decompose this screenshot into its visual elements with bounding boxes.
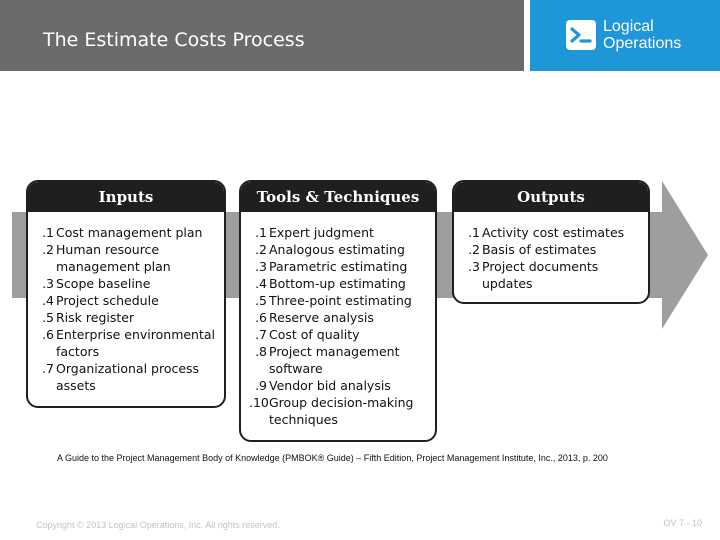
- item-number: .6: [42, 327, 54, 342]
- item-text: Cost management plan: [56, 225, 203, 240]
- item-number: .10: [249, 395, 269, 410]
- logo-line-1: Logical: [603, 18, 654, 35]
- item-text: Project schedule: [56, 293, 159, 308]
- item-number: .4: [255, 276, 267, 291]
- list-item: [241, 309, 435, 326]
- item-number: .3: [255, 259, 267, 274]
- item-text: Bottom-up estimating: [269, 276, 406, 291]
- tools-heading: Tools & Techniques: [241, 182, 435, 212]
- item-text: Reserve analysis: [269, 310, 374, 325]
- item-text: Risk register: [56, 310, 135, 325]
- list-item: [241, 343, 435, 377]
- list-item: [28, 224, 224, 241]
- list-item: [454, 241, 648, 258]
- outputs-box: [452, 180, 650, 304]
- inputs-heading: Inputs: [28, 182, 224, 212]
- tools-box: [239, 180, 437, 442]
- item-number: .5: [42, 310, 54, 325]
- copyright-text: Copyright © 2013 Logical Operations, Inc. All rights reserved.: [36, 520, 280, 530]
- list-item: [28, 309, 224, 326]
- list-item: [28, 241, 224, 275]
- list-item: [28, 292, 224, 309]
- item-text: Enterprise environmental factors: [56, 327, 216, 359]
- list-item: [241, 394, 435, 428]
- item-text: Project documents updates: [482, 259, 599, 291]
- citation: A Guide to the Project Management Body of Knowledge (PMBOK® Guide) – Fifth Edition, Project Management Institute, Inc., 2013, p. 200: [57, 453, 608, 463]
- item-number: .1: [468, 225, 480, 240]
- outputs-list: [454, 212, 648, 292]
- list-item: [241, 292, 435, 309]
- list-item: [241, 241, 435, 258]
- inputs-box: [26, 180, 226, 408]
- item-number: .3: [42, 276, 54, 291]
- item-number: .2: [255, 242, 267, 257]
- list-item: [28, 275, 224, 292]
- item-text: Vendor bid analysis: [269, 378, 391, 393]
- tools-list: [241, 212, 435, 428]
- item-text: Expert judgment: [269, 225, 374, 240]
- item-text: Group decision-making techniques: [269, 395, 414, 427]
- inputs-list: [28, 212, 224, 394]
- item-text: Cost of quality: [269, 327, 360, 342]
- item-number: .1: [42, 225, 54, 240]
- item-number: .1: [255, 225, 267, 240]
- list-item: [28, 360, 224, 394]
- list-item: [241, 326, 435, 343]
- item-number: .7: [255, 327, 267, 342]
- list-item: [241, 224, 435, 241]
- item-number: .9: [255, 378, 267, 393]
- list-item: [241, 377, 435, 394]
- list-item: [454, 224, 648, 241]
- item-text: Basis of estimates: [482, 242, 597, 257]
- item-number: .4: [42, 293, 54, 308]
- item-number: .2: [468, 242, 480, 257]
- slide-number: OV 7 - 10: [663, 518, 702, 528]
- outputs-heading: Outputs: [454, 182, 648, 212]
- logo-line-2: Operations: [603, 35, 682, 52]
- list-item: [454, 258, 648, 292]
- item-text: Organizational process assets: [56, 361, 200, 393]
- item-text: Three-point estimating: [269, 293, 412, 308]
- item-number: .5: [255, 293, 267, 308]
- item-text: Analogous estimating: [269, 242, 405, 257]
- item-number: .8: [255, 344, 267, 359]
- slide-title: The Estimate Costs Process: [43, 29, 305, 51]
- item-text: Scope baseline: [56, 276, 151, 291]
- item-number: .6: [255, 310, 267, 325]
- list-item: [28, 326, 224, 360]
- item-number: .7: [42, 361, 54, 376]
- item-number: .2: [42, 242, 54, 257]
- list-item: [241, 275, 435, 292]
- item-text: Activity cost estimates: [482, 225, 625, 240]
- item-text: Project management software: [269, 344, 400, 376]
- item-text: Human resource management plan: [56, 242, 171, 274]
- item-number: .3: [468, 259, 480, 274]
- list-item: [241, 258, 435, 275]
- item-text: Parametric estimating: [269, 259, 408, 274]
